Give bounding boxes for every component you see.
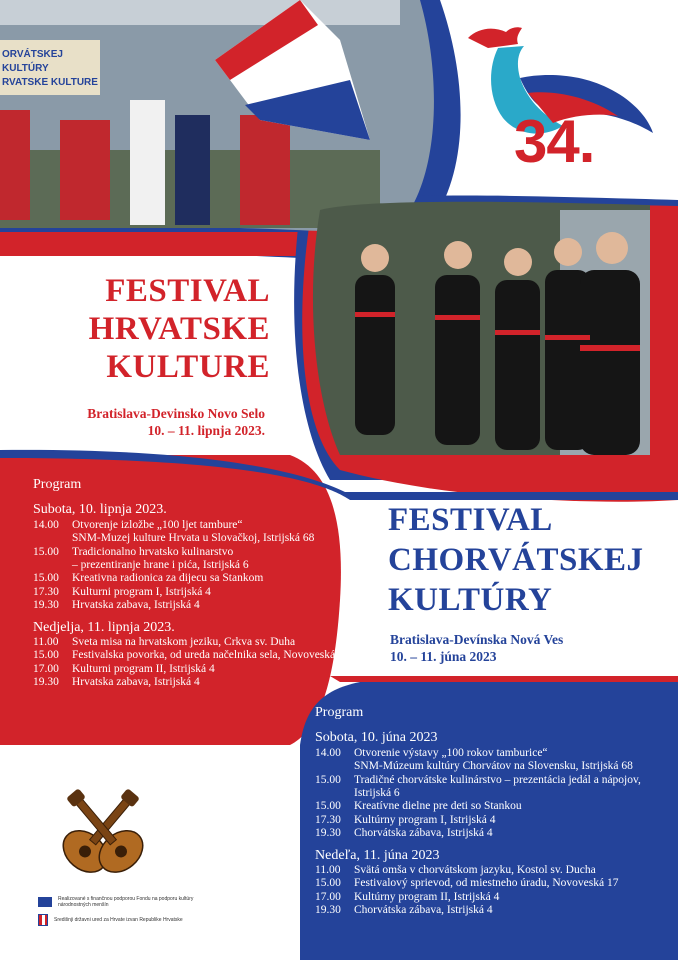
croatian-subtitle [20,405,265,439]
croatian-coat-of-arms-icon [38,914,48,926]
event-time: 15.00 [315,773,341,786]
croatian-program [33,477,350,690]
event-desc: – prezentiranje hrane i pića, Istrijská 6 [72,559,249,572]
event-desc: Sveta misa na hrvatskom jeziku, Crkva sv. Duha [72,636,296,649]
list-item [315,877,655,890]
event-time: 19.30 [315,904,341,917]
event-desc: Festivalska povorka, od ureda načelnika sela, Novoveská 17 [72,649,350,662]
list-item [33,586,333,599]
list-item [33,663,333,676]
sponsor-logos [38,896,238,926]
slovak-subtitle [390,631,670,665]
event-time: 15.00 [33,545,59,558]
photo-stage-performers [0,0,434,231]
event-desc: SNM-Muzej kulture Hrvata u Slovačkoj, Istrijská 68 [72,532,315,545]
list-item [315,827,655,840]
event-time: 14.00 [33,518,59,531]
croatian-day-1-label: Subota, 10. lipnja 2023. [33,502,167,518]
slovak-program-title: Program [315,705,364,720]
event-desc: Tradičné chorvátske kulinárstvo – prezentácia jedál a nápojov, [354,773,641,786]
list-item [33,649,350,662]
list-item [33,532,333,545]
list-item [33,546,333,559]
list-item [315,760,655,773]
croatian-program-title: Program [33,477,82,492]
kult-minor-logo-icon [38,897,52,907]
event-desc: Kreatívne dielne pre deti so Stankou [354,800,522,813]
event-desc: Kreativna radionica za dijecu sa Stankom [72,572,264,585]
list-item [315,814,655,827]
slovak-title-line-1: FESTIVAL [388,502,553,538]
slovak-program [315,706,655,918]
festival-number: 34. [514,108,595,175]
stage-banner [0,40,100,95]
event-time: 15.00 [33,649,59,662]
event-time: 11.00 [33,636,59,649]
list-item [315,891,655,904]
list-item [315,747,655,760]
croatian-day-2-label: Nedjelja, 11. lipnja 2023. [33,619,175,635]
slovak-title-line-3: KULTÚRY [388,582,553,618]
banner-line-1: ORVÁTSKEJ KULTÚRY [2,49,63,74]
event-time: 19.30 [315,827,341,840]
slovak-dates: 10. – 11. júna 2023 [390,649,497,664]
list-item [315,864,655,877]
slovak-title [388,500,678,620]
event-time: 15.00 [315,800,341,813]
croatian-title [20,272,270,386]
list-item [33,636,333,649]
event-desc: Kulturni program I, Istrijská 4 [72,585,211,598]
footer-line-1: Realizované s finančnou podporou Fondu na podporu kultúry národnostných menšín [58,896,194,908]
slovak-title-line-2: CHORVÁTSKEJ [388,542,644,578]
event-time: 17.30 [315,813,341,826]
list-item [33,519,333,532]
croatian-title-line-2: HRVATSKE [88,311,270,347]
slovak-location: Bratislava-Devínska Nová Ves [390,632,564,647]
slovak-day-2-label: Nedeľa, 11. júna 2023 [315,847,440,863]
list-item [33,572,333,585]
list-item [315,787,655,800]
event-desc: Hrvatska zabava, Istrijská 4 [72,599,200,612]
event-time: 11.00 [315,864,341,877]
event-time: 17.00 [315,890,341,903]
footer-line-2: Središnji državni ured za Hrvate izvan Republike Hrvatske [54,917,183,923]
event-desc: Tradicionalno hrvatsko kulinarstvo [72,545,234,558]
list-item [33,599,333,612]
event-time: 14.00 [315,746,341,759]
list-item [315,904,655,917]
event-desc: Otvorenje izložbe „100 ljet tambure“ [72,518,243,531]
event-time: 15.00 [33,572,59,585]
event-desc: Otvorenie výstavy „100 rokov tamburice“ [354,746,548,759]
event-desc: Chorvátska zábava, Istrijská 4 [354,904,493,917]
event-desc: Kultúrny program I, Istrijská 4 [354,813,496,826]
event-time: 19.30 [33,599,59,612]
event-time: 17.00 [33,662,59,675]
event-desc: Hrvatska zabava, Istrijská 4 [72,676,200,689]
event-desc: Svätá omša v chorvátskom jazyku, Kostol sv. Ducha [354,864,596,877]
list-item [33,559,333,572]
event-time: 19.30 [33,676,59,689]
event-time: 15.00 [315,877,341,890]
tamburica-icon [38,780,168,880]
croatian-title-line-3: KULTURE [106,349,270,385]
list-item [33,676,333,689]
event-time: 17.30 [33,585,59,598]
list-item [315,800,655,813]
list-item [315,774,655,787]
banner-line-2: RVATSKE KULTURE [2,77,98,88]
photo-singers [313,202,650,455]
croatian-title-line-1: FESTIVAL [105,273,270,309]
slovak-day-1-label: Sobota, 10. júna 2023 [315,730,438,746]
event-desc: Chorvátska zábava, Istrijská 4 [354,827,493,840]
event-desc: SNM-Múzeum kultúry Chorvátov na Slovensku, Istrijská 68 [354,760,633,773]
red-stripe-bottom [330,676,678,682]
event-desc: Kultúrny program II, Istrijská 4 [354,890,500,903]
event-desc: Kulturni program II, Istrijská 4 [72,662,215,675]
event-desc: Istrijská 6 [354,787,400,800]
event-desc: Festivalový sprievod, od miestneho úradu, Novoveská 17 [354,877,619,890]
croatian-location: Bratislava-Devinsko Novo Selo [87,406,265,421]
croatian-dates: 10. – 11. lipnja 2023. [147,423,265,438]
